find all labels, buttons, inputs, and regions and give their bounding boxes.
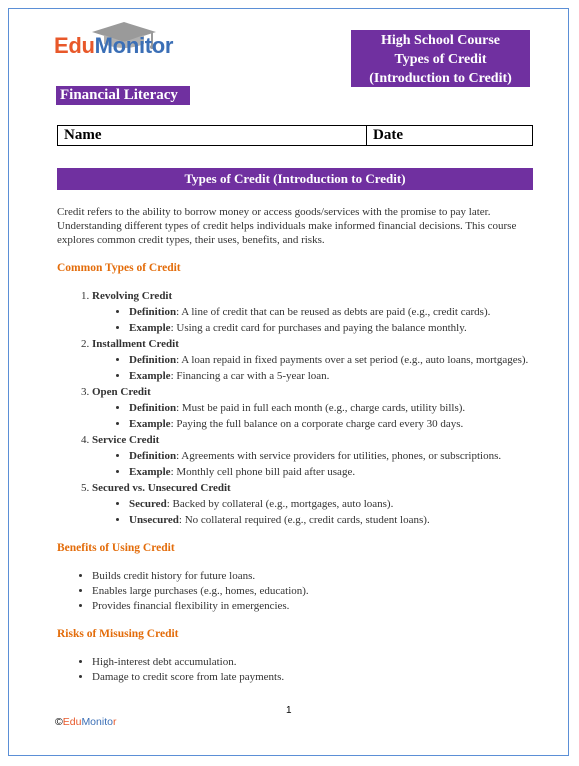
detail-label: Example <box>129 418 171 430</box>
name-field[interactable]: Name <box>58 126 367 146</box>
benefits-list <box>57 569 537 613</box>
detail-label: Secured <box>129 498 167 510</box>
logo <box>54 33 173 59</box>
risks-heading: Risks of Misusing Credit <box>57 628 179 640</box>
detail-label: Definition <box>129 450 177 462</box>
section-banner: Types of Credit (Introduction to Credit) <box>57 168 533 190</box>
detail-text: : Financing a car with a 5-year loan. <box>170 370 330 382</box>
detail-item <box>129 417 537 431</box>
detail-text: : Must be paid in full each month (e.g., charge cards, utility bills). <box>176 402 466 414</box>
course-line2: Types of Credit <box>394 52 487 67</box>
benefits-heading: Benefits of Using Credit <box>57 542 175 554</box>
common-types-heading: Common Types of Credit <box>57 262 181 274</box>
subject-label: Financial Literacy <box>56 86 190 105</box>
date-field[interactable]: Date <box>367 126 533 146</box>
credit-types-list <box>57 289 537 527</box>
credit-type-title: Installment Credit <box>92 338 179 350</box>
footer-copyright <box>55 716 116 728</box>
detail-text: : A loan repaid in fixed payments over a set period (e.g., auto loans, mortgages). <box>176 354 529 366</box>
detail-text: : Backed by collateral (e.g., mortgages, auto loans). <box>166 498 394 510</box>
course-line1: High School Course <box>380 33 500 48</box>
list-item: • Builds credit history for future loans. <box>92 569 537 583</box>
credit-type-item <box>92 289 537 335</box>
credit-type-item <box>92 433 537 479</box>
footer-part2: Monito <box>81 716 113 728</box>
detail-item <box>129 321 537 335</box>
name-date-table <box>57 125 533 146</box>
detail-label: Unsecured <box>129 514 179 526</box>
footer-part3: r <box>112 716 117 728</box>
list-item: • Enables large purchases (e.g., homes, education). <box>92 584 537 598</box>
detail-text: : Paying the full balance on a corporate charge card every 30 days. <box>170 418 464 430</box>
credit-type-item <box>92 481 537 527</box>
detail-text: : Using a credit card for purchases and paying the balance monthly. <box>170 322 467 334</box>
detail-item <box>129 305 537 319</box>
main-content <box>57 205 537 685</box>
credit-type-title: Open Credit <box>92 386 151 398</box>
detail-item <box>129 353 537 367</box>
detail-label: Example <box>129 370 171 382</box>
detail-label: Definition <box>129 354 177 366</box>
detail-item <box>129 513 537 527</box>
intro-paragraph: Credit refers to the ability to borrow money or access goods/services with the promise to pay later. Understanding different types of credit helps individuals make informed financial decisions. This course explores common credit types, their uses, benefits, and risks. <box>57 206 517 246</box>
detail-text: : A line of credit that can be reused as debts are paid (e.g., credit cards). <box>176 306 491 318</box>
credit-type-title: Revolving Credit <box>92 290 173 302</box>
credit-type-item <box>92 337 537 383</box>
credit-type-title: Service Credit <box>92 434 160 446</box>
risks-list <box>57 655 537 684</box>
detail-text: : Agreements with service providers for utilities, phones, or subscriptions. <box>176 450 502 462</box>
detail-item <box>129 401 537 415</box>
list-item: • Damage to credit score from late payments. <box>92 670 537 684</box>
detail-text: : No collateral required (e.g., credit cards, student loans). <box>178 514 430 526</box>
list-item: • Provides financial flexibility in emergencies. <box>92 599 537 613</box>
detail-item <box>129 497 537 511</box>
detail-label: Definition <box>129 402 177 414</box>
credit-type-item <box>92 385 537 431</box>
detail-item <box>129 449 537 463</box>
copyright-symbol: © <box>55 716 63 728</box>
detail-label: Example <box>129 322 171 334</box>
detail-item <box>129 465 537 479</box>
list-item: • High-interest debt accumulation. <box>92 655 537 669</box>
credit-type-title: Secured vs. Unsecured Credit <box>92 482 231 494</box>
detail-text: : Monthly cell phone bill paid after usage. <box>170 466 356 478</box>
detail-label: Definition <box>129 306 177 318</box>
detail-item <box>129 369 537 383</box>
footer-part1: Edu <box>62 716 82 728</box>
course-line3: (Introduction to Credit) <box>369 71 512 86</box>
course-title-box <box>351 30 530 87</box>
detail-label: Example <box>129 466 171 478</box>
logo-part2: Monitor <box>94 33 174 58</box>
logo-part1: Edu <box>54 33 95 58</box>
page-number: 1 <box>286 705 292 716</box>
